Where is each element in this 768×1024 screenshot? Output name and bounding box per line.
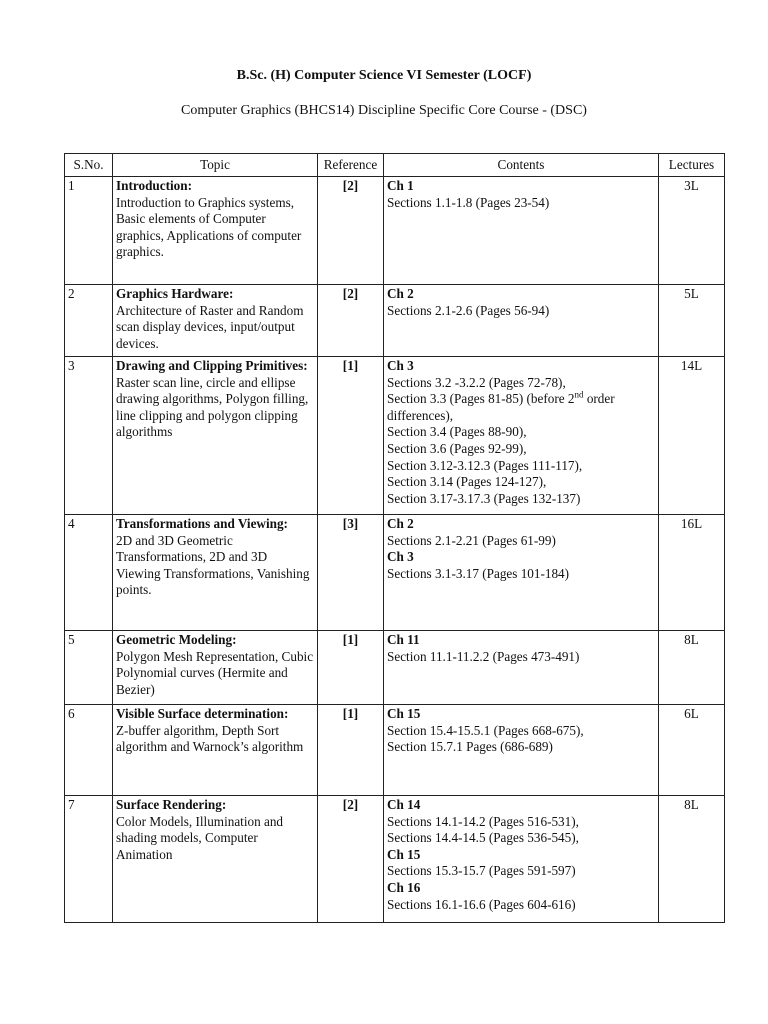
topic-description: 2D and 3D Geometric Transformations, 2D and 3D Viewing Transformations, Vanishing points. [116,532,310,598]
row-sno: 7 [65,796,113,923]
topic-description: Introduction to Graphics systems, Basic elements of Computer graphics, Applications of computer graphics. [116,194,302,260]
chapter-label: Ch 2 [387,286,414,301]
row-reference: [1] [318,631,384,705]
row-topic [113,515,318,631]
row-contents [384,357,659,515]
table-row [65,285,725,357]
row-contents [384,515,659,631]
section-text: Sections 2.1-2.21 (Pages 61-99) [387,532,556,548]
section-text: Sections 1.1-1.8 (Pages 23-54) [387,194,550,210]
row-topic [113,357,318,515]
topic-title: Introduction: [116,178,192,193]
table-row [65,631,725,705]
topic-title: Graphics Hardware: [116,286,234,301]
row-reference: [1] [318,357,384,515]
column-header-sno: S.No. [65,154,113,177]
row-topic [113,796,318,923]
section-text: Sections 15.3-15.7 (Pages 591-597) [387,863,576,879]
row-lectures: 14L [659,357,725,515]
section-text: Section 3.6 (Pages 92-99), [387,440,527,456]
section-text: Section 3.14 (Pages 124-127), [387,474,547,490]
column-header-contents: Contents [384,154,659,177]
chapter-label: Ch 3 [387,358,414,373]
topic-title: Geometric Modeling: [116,632,237,647]
row-topic [113,177,318,285]
row-contents [384,796,659,923]
row-contents [384,177,659,285]
section-text: Sections 3.1-3.17 (Pages 101-184) [387,565,570,581]
section-text: Section 3.17-3.17.3 (Pages 132-137) [387,490,581,506]
row-lectures: 8L [659,631,725,705]
row-sno: 6 [65,705,113,796]
row-topic [113,631,318,705]
row-sno: 2 [65,285,113,357]
section-text: Sections 16.1-16.6 (Pages 604-616) [387,896,576,912]
syllabus-table [64,153,725,923]
row-reference: [1] [318,705,384,796]
chapter-label: Ch 1 [387,178,414,193]
topic-title: Drawing and Clipping Primitives: [116,358,308,373]
topic-description: Z-buffer algorithm, Depth Sort algorithm and Warnock’s algorithm [116,722,304,755]
row-topic [113,285,318,357]
table-row [65,177,725,285]
row-lectures: 6L [659,705,725,796]
chapter-label: Ch 2 [387,516,414,531]
table-row [65,705,725,796]
row-reference: [3] [318,515,384,631]
table-row [65,796,725,923]
chapter-label: Ch 15 [387,846,421,862]
table-row [65,515,725,631]
row-lectures: 8L [659,796,725,923]
section-text: Sections 3.2 -3.2.2 (Pages 72-78), [387,374,566,390]
topic-description: Color Models, Illumination and shading models, Computer Animation [116,813,284,862]
row-reference: [2] [318,177,384,285]
row-reference: [2] [318,285,384,357]
chapter-label: Ch 14 [387,797,421,812]
section-text: Sections 2.1-2.6 (Pages 56-94) [387,302,550,318]
chapter-label: Ch 16 [387,879,421,895]
row-contents [384,285,659,357]
document-subtitle: Computer Graphics (BHCS14) Discipline Specific Core Course - (DSC) [181,103,587,118]
section-text: Section 15.4-15.5.1 (Pages 668-675), [387,722,584,738]
topic-title: Visible Surface determination: [116,706,289,721]
row-sno: 3 [65,357,113,515]
row-contents [384,705,659,796]
column-header-lectures: Lectures [659,154,725,177]
topic-title: Surface Rendering: [116,797,227,812]
section-text: Section 11.1-11.2.2 (Pages 473-491) [387,648,580,664]
row-sno: 4 [65,515,113,631]
section-text: Section 15.7.1 Pages (686-689) [387,739,553,755]
section-text: Section 3.3 (Pages 81-85) (before 2nd order differences), [387,389,615,423]
row-sno: 1 [65,177,113,285]
document-title: B.Sc. (H) Computer Science VI Semester (LOCF) [236,68,532,83]
row-contents [384,631,659,705]
row-lectures: 16L [659,515,725,631]
row-topic [113,705,318,796]
chapter-label: Ch 11 [387,632,420,647]
section-text: Sections 14.1-14.2 (Pages 516-531), [387,813,579,829]
section-text: Sections 14.4-14.5 (Pages 536-545), [387,830,579,846]
row-reference: [2] [318,796,384,923]
topic-description: Architecture of Raster and Random scan display devices, input/output devices. [116,302,304,351]
row-lectures: 5L [659,285,725,357]
chapter-label: Ch 15 [387,706,421,721]
row-lectures: 3L [659,177,725,285]
table-header-row [65,154,725,177]
row-sno: 5 [65,631,113,705]
topic-description: Raster scan line, circle and ellipse drawing algorithms, Polygon filling, line clipping and polygon clipping algorithms [116,374,309,440]
table-row [65,357,725,515]
column-header-topic: Topic [113,154,318,177]
section-text: Section 3.4 (Pages 88-90), [387,424,527,440]
chapter-label: Ch 3 [387,549,414,565]
column-header-reference: Reference [318,154,384,177]
topic-title: Transformations and Viewing: [116,516,288,531]
section-text: Section 3.12-3.12.3 (Pages 111-117), [387,457,583,473]
topic-description: Polygon Mesh Representation, Cubic Polynomial curves (Hermite and Bezier) [116,648,314,697]
